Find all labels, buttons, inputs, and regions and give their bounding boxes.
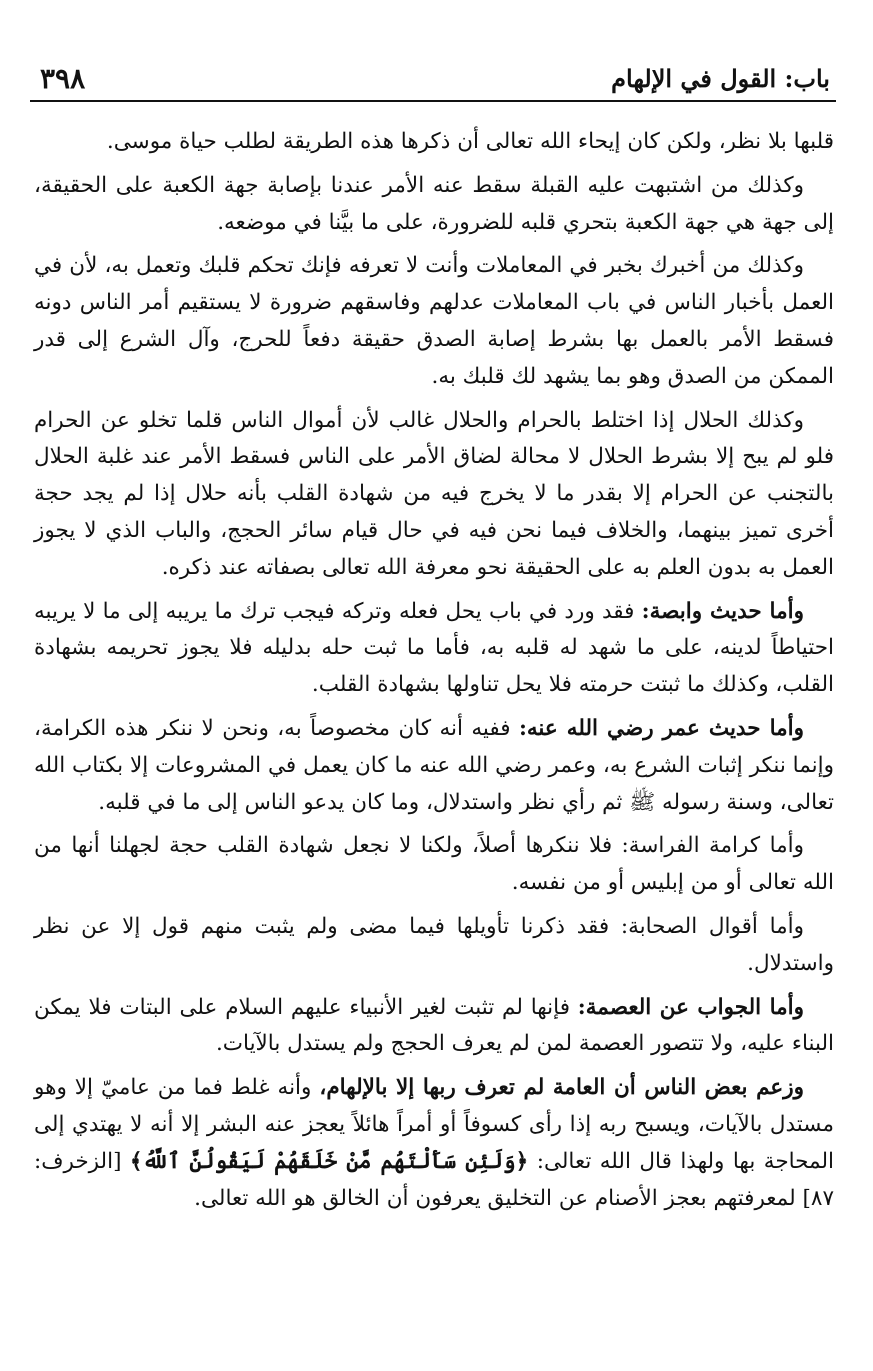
paragraph-lead: وأما حديث عمر رضي الله عنه: bbox=[518, 715, 804, 741]
page-header bbox=[30, 56, 836, 102]
paragraph-5 bbox=[34, 594, 834, 704]
paragraph-text: وأما أقوال الصحابة: فقد ذكرنا تأويلها فيما مضى ولم يثبت منهم قول إلا عن نظر واستدلال. bbox=[34, 913, 834, 976]
paragraph-8 bbox=[34, 909, 834, 983]
paragraph-text: وأنه غلط فما من عاميّ إلا وهو مستدل بالآيات، ويسبح ربه إذا رأى كسوفاً أو أمراً هائلاً يعجز عنه البشر إلا أنه لا يهتدي إلى المحاجة بها ولهذا قال الله تعالى: bbox=[34, 1075, 834, 1174]
paragraph-3 bbox=[34, 248, 834, 395]
paragraph-text: وكذلك الحلال إذا اختلط بالحرام والحلال غالب لأن أموال الناس قلما تخلو عن الحرام فلو لم يبح إلا بشرط الحلال لا محالة لضاق الأمر على الناس فسقط الأمر عند غلبة الحلال بالتجنب عن الحرام إلا بقدر ما لا يخرج فيه من شهادة القلب بأنه حلال إذا لم يجد حجة أخرى تميز بينهما، والخلاف فيما نحن فيه في حال قيام سائر الحجج، والباب الذي لا يجوز العمل به بدون العلم به على الحقيقة نحو معرفة الله تعالى بصفاته عند ذكره. bbox=[34, 407, 834, 580]
chapter-title: باب: القول في الإلهام bbox=[611, 64, 830, 93]
paragraph-lead: وأما الجواب عن العصمة: bbox=[577, 994, 804, 1020]
paragraph-text: قلبها بلا نظر، ولكن كان إيحاء الله تعالى أن ذكرها هذه الطريقة لطلب حياة موسى. bbox=[106, 129, 834, 154]
paragraph-text: ففيه أنه كان مخصوصاً به، ونحن لا ننكر هذه الكرامة، وإنما ننكر إثبات الشرع به، وعمر رضي الله عنه ما كان يعمل في المشروعات إلا بكتاب الله تعالى، وسنة رسوله ﷺ ثم رأي نظر واستدلال، وما كان يدعو الناس إلى ما في قلبه. bbox=[34, 715, 834, 815]
paragraph-4 bbox=[34, 403, 834, 587]
quran-verse: ﴿وَلَئِن سَأَلْتَهُم مَّنْ خَلَقَهُمْ لَيَقُولُنَّ ٱللَّهُ﴾ bbox=[129, 1148, 529, 1174]
paragraph-tail: [الزخرف: ٨٧] لمعرفتهم بعجز الأصنام عن التخليق يعرفون أن الخالق هو الله تعالى. bbox=[34, 1148, 834, 1211]
paragraph-6 bbox=[34, 711, 834, 821]
paragraph-7 bbox=[34, 828, 834, 902]
paragraph-text: فإنها لم تثبت لغير الأنبياء عليهم السلام على البتات فلا يمكن البناء عليه، ولا تتصور العصمة لمن لم يعرف الحجج ولم يستدل بالآيات. bbox=[34, 994, 834, 1057]
paragraph-2 bbox=[34, 168, 834, 242]
paragraph-9 bbox=[34, 990, 834, 1064]
paragraph-10 bbox=[34, 1070, 834, 1217]
paragraph-1 bbox=[34, 124, 834, 161]
paragraph-text: وأما كرامة الفراسة: فلا ننكرها أصلاً، ولكنا لا نجعل شهادة القلب حجة لجهلنا أنها من الله تعالى أو من إبليس أو من نفسه. bbox=[34, 833, 834, 896]
paragraph-lead: وأما حديث وابصة: bbox=[641, 598, 804, 624]
page-number: ٣٩٨ bbox=[40, 62, 86, 95]
paragraph-lead: وزعم بعض الناس أن العامة لم تعرف ربها إلا بالإلهام، bbox=[319, 1075, 805, 1101]
body-text bbox=[34, 124, 834, 1224]
paragraph-text: فقد ورد في باب يحل فعله وتركه فيجب ترك ما يريبه إلى ما لا يريبه احتياطاً لدينه، على ما شهد له قلبه به، فأما ما ثبت حله بدليله فلا يجوز تحريمه بشهادة القلب، وكذلك ما ثبتت حرمته فلا يحل تناولها بشهادة القلب. bbox=[34, 598, 834, 698]
paragraph-text: وكذلك من أخبرك بخبر في المعاملات وأنت لا تعرفه فإنك تحكم قلبك وتعمل به، لأن في العمل بأخبار الناس في باب المعاملات عدلهم وفاسقهم ضرورة لا يستقيم أمر الناس دونه فسقط الأمر بالعمل بها بشرط إصابة الصدق حقيقة دفعاً للحرج، وآل الشرع إلى قدر الممكن من الصدق وهو بما يشهد لك قلبك به. bbox=[34, 253, 834, 389]
paragraph-text: وكذلك من اشتبهت عليه القبلة سقط عنه الأمر عندنا بإصابة جهة الكعبة على الحقيقة، إلى جهة هي جهة الكعبة بتحري قلبه للضرورة، على ما بيَّنا في موضعه. bbox=[34, 172, 834, 235]
